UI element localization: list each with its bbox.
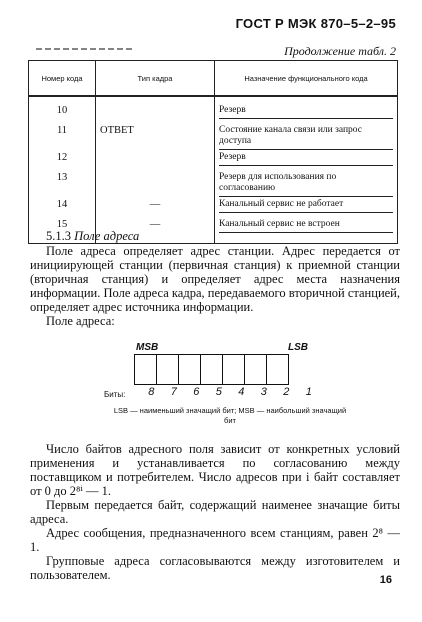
code-cell: 15 bbox=[29, 218, 96, 244]
frame-type-cell bbox=[96, 151, 215, 171]
code-cell: 11 bbox=[29, 124, 96, 151]
paragraph-text: Адрес сообщения, предназначенного всем станциям, равен 2⁸ — 1. bbox=[30, 526, 400, 554]
bit-cell bbox=[135, 355, 157, 384]
paragraph-text: Поле адреса: bbox=[46, 314, 115, 328]
bit-number: 6 bbox=[193, 386, 200, 398]
purpose-text: Резерв bbox=[219, 152, 393, 166]
section-heading bbox=[46, 229, 139, 244]
bit-cell bbox=[267, 355, 288, 384]
paragraph-address-field-label bbox=[30, 314, 400, 328]
paragraph-first-byte bbox=[30, 498, 400, 526]
paragraph-text: Групповые адреса согласовываются между изготовителем и пользователем. bbox=[30, 554, 400, 582]
function-code-table bbox=[28, 60, 398, 244]
bits-label: Биты: bbox=[104, 390, 126, 399]
bit-number: 7 bbox=[170, 386, 177, 398]
diagram-caption: LSB — наименьший значащий бит; MSB — наибольший значащий бит bbox=[113, 406, 347, 425]
bit-cell bbox=[157, 355, 179, 384]
table-row bbox=[29, 198, 398, 218]
purpose-text: Состояние канала связи или запрос доступа bbox=[219, 125, 393, 150]
column-header-code: Номер кода bbox=[29, 61, 96, 97]
paragraph-text: Первым передается байт, содержащий наименее значащие биты адреса. bbox=[30, 498, 400, 526]
paragraph-address-definition bbox=[30, 244, 400, 314]
purpose-cell bbox=[215, 171, 398, 198]
paragraph-group-addresses bbox=[30, 554, 400, 582]
frame-type-cell: — bbox=[96, 198, 215, 218]
paragraph-broadcast-address bbox=[30, 526, 400, 554]
purpose-cell bbox=[215, 96, 398, 124]
bit-cell bbox=[223, 355, 245, 384]
purpose-text: Канальный сервис не работает bbox=[219, 199, 393, 213]
smudge-mark bbox=[36, 48, 132, 50]
paragraph-text: Поле адреса определяет адрес станции. Адрес передается от инициирующей станции (первичная станция) к приемной станции (вторичная станция) и определяет адрес места назначения информации. Поле адреса кадра, передаваемого вторичной станцией, определяет адрес источника информации. bbox=[30, 244, 400, 314]
code-cell: 10 bbox=[29, 96, 96, 124]
purpose-text: Резерв для использования по согласованию bbox=[219, 172, 393, 197]
purpose-cell bbox=[215, 124, 398, 151]
table-row bbox=[29, 124, 398, 151]
msb-label: MSB bbox=[136, 342, 159, 353]
bit-numbers bbox=[140, 386, 320, 398]
frame-type-cell: ОТВЕТ bbox=[96, 124, 215, 151]
frame-type-cell: — bbox=[96, 218, 215, 244]
column-header-purpose: Назначение функционального кода bbox=[215, 61, 398, 97]
purpose-text: Резерв bbox=[219, 105, 393, 119]
paragraph-byte-count bbox=[30, 442, 400, 498]
paragraph-text: Число байтов адресного поля зависит от конкретных условий применения и устанавливается по согласованию между поставщиком и потребителем. Число адресов при i байт составляет от 0 до 2⁸ⁱ — 1. bbox=[30, 442, 400, 498]
purpose-cell bbox=[215, 198, 398, 218]
code-cell: 13 bbox=[29, 171, 96, 198]
bit-cell bbox=[201, 355, 223, 384]
bit-number: 3 bbox=[260, 386, 267, 398]
frame-type-cell bbox=[96, 171, 215, 198]
section-number: 5.1.3 bbox=[46, 229, 71, 243]
code-cell: 12 bbox=[29, 151, 96, 171]
bit-number: 8 bbox=[148, 386, 155, 398]
code-cell: 14 bbox=[29, 198, 96, 218]
purpose-cell bbox=[215, 151, 398, 171]
purpose-cell bbox=[215, 218, 398, 244]
bit-number: 5 bbox=[215, 386, 222, 398]
bit-number: 2 bbox=[283, 386, 290, 398]
section-title: Поле адреса bbox=[74, 229, 140, 243]
table-continuation-label: Продолжение табл. 2 bbox=[284, 44, 396, 58]
table-row bbox=[29, 96, 398, 124]
frame-type-cell bbox=[96, 96, 215, 124]
column-header-frame-type: Тип кадра bbox=[96, 61, 215, 97]
bit-number: 4 bbox=[238, 386, 245, 398]
table-row bbox=[29, 151, 398, 171]
lsb-label: LSB bbox=[288, 342, 308, 353]
header-title: ГОСТ Р МЭК 870–5–2–95 bbox=[235, 16, 396, 31]
bit-number: 1 bbox=[305, 386, 312, 398]
purpose-text: Канальный сервис не встроен bbox=[219, 219, 393, 233]
bit-cell bbox=[179, 355, 201, 384]
octet-cells bbox=[134, 354, 289, 385]
page-number: 16 bbox=[379, 574, 392, 586]
bit-cell bbox=[245, 355, 267, 384]
table-row bbox=[29, 171, 398, 198]
